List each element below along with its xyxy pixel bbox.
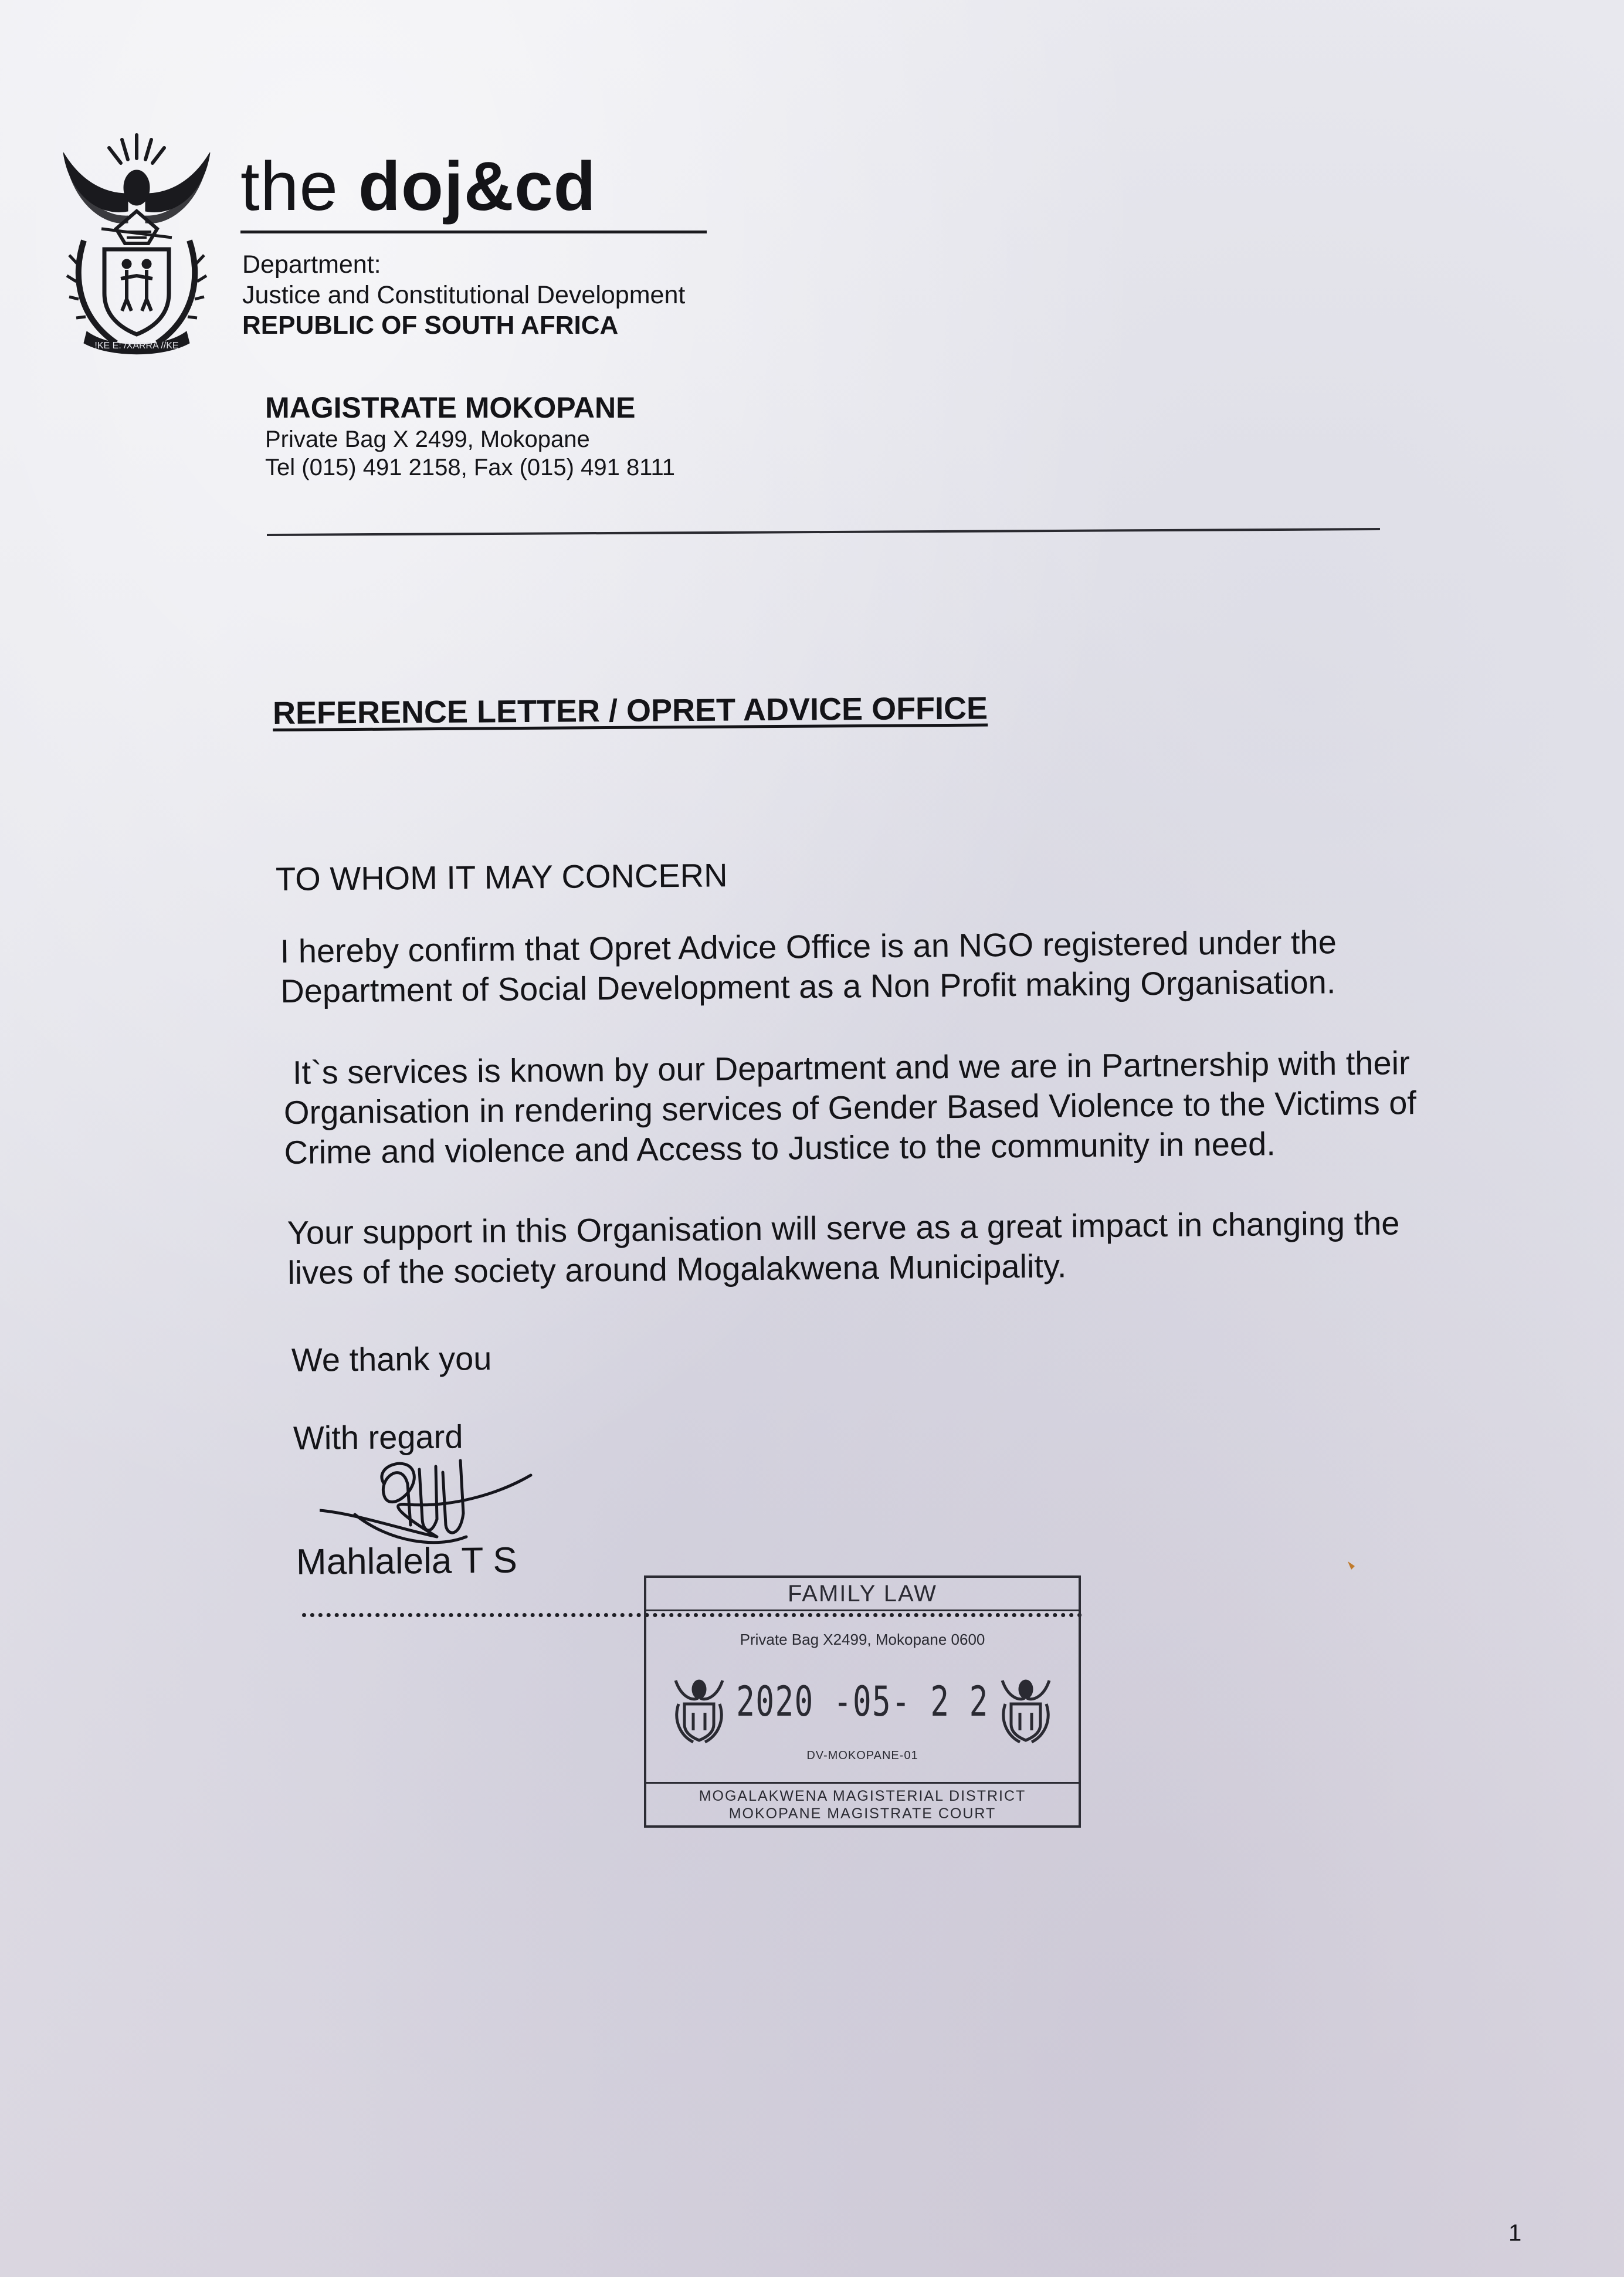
stamp-crest-icon <box>996 1669 1055 1745</box>
paragraph-1 <box>280 922 1337 1011</box>
letter-closing: With regard <box>293 1418 463 1456</box>
letter-thanks: We thank you <box>291 1340 492 1378</box>
letter-subject: REFERENCE LETTER / OPRET ADVICE OFFICE <box>272 690 988 731</box>
paragraph-line: Crime and violence and Access to Justice to the community in need. <box>284 1125 1276 1171</box>
paragraph-line: Your support in this Organisation will serve as a great impact in changing the <box>287 1204 1400 1251</box>
paragraph-line: I hereby confirm that Opret Advice Office is an NGO registered under the <box>280 923 1337 970</box>
brand-divider <box>240 231 707 233</box>
coat-of-arms-motto: !KE E: /XARRA //KE <box>94 341 179 351</box>
stamp-code: DV-MOKOPANE-01 <box>806 1749 918 1762</box>
paragraph-line: It`s services is known by our Department and we are in Partnership with their <box>283 1044 1410 1092</box>
ink-speck <box>1347 1560 1356 1571</box>
stamp-address: Private Bag X2499, Mokopane 0600 <box>740 1631 985 1648</box>
country-name: REPUBLIC OF SOUTH AFRICA <box>242 311 619 340</box>
department-brand <box>240 147 596 226</box>
paragraph-3 <box>287 1203 1400 1293</box>
coat-of-arms-icon <box>52 123 222 358</box>
stamp-district: MOGALAKWENA MAGISTERIAL DISTRICT <box>699 1788 1026 1804</box>
department-label: Department: <box>242 250 381 279</box>
paragraph-line: lives of the society around Mogalakwena Municipality. <box>287 1247 1067 1291</box>
letter-salutation: TO WHOM IT MAY CONCERN <box>275 856 728 897</box>
department-name: Justice and Constitutional Development <box>242 281 686 309</box>
brand-ampersand: & <box>463 148 514 225</box>
brand-doj: doj <box>358 148 464 225</box>
paragraph-2 <box>283 1043 1417 1173</box>
paragraph-line: Organisation in rendering services of Gender Based Violence to the Victims of <box>283 1084 1417 1131</box>
paragraph-line: Department of Social Development as a Non Profit making Organisation. <box>280 963 1336 1009</box>
department-block <box>242 249 685 341</box>
page-number: 1 <box>1508 2220 1522 2246</box>
office-contact: Tel (015) 491 2158, Fax (015) 491 8111 <box>265 455 675 480</box>
stamp-court: MOKOPANE MAGISTRATE COURT <box>728 1805 996 1822</box>
court-stamp <box>644 1575 1081 1828</box>
office-address: Private Bag X 2499, Mokopane <box>265 426 590 452</box>
office-block <box>265 390 675 482</box>
stamp-date: 2020 -05- 2 2 <box>736 1678 989 1726</box>
signer-name: Mahlalela T S <box>296 1540 518 1583</box>
header-divider <box>267 528 1380 536</box>
stamp-title: FAMILY LAW <box>646 1578 1079 1611</box>
office-name: MAGISTRATE MOKOPANE <box>265 391 636 424</box>
stamp-footer <box>646 1782 1079 1825</box>
brand-the: the <box>240 148 358 225</box>
brand-cd: cd <box>514 148 596 225</box>
